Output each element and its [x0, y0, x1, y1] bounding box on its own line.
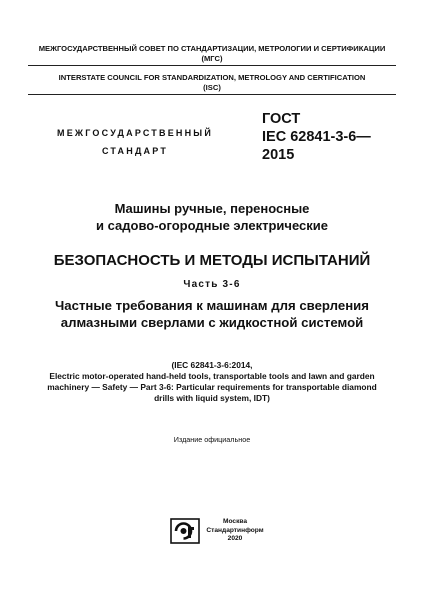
iec-reference-line1: (IEC 62841-3-6:2014, [171, 360, 253, 370]
iec-reference-line3: machinery — Safety — Part 3-6: Particular requirements for transportable diamond [47, 382, 377, 392]
council-name-ru-line1: МЕЖГОСУДАРСТВЕННЫЙ СОВЕТ ПО СТАНДАРТИЗАЦИИ, МЕТРОЛОГИИ И СЕРТИФИКАЦИИ [38, 44, 386, 53]
document-subtitle [15, 297, 409, 331]
document-part: Часть 3-6 [183, 279, 241, 290]
standard-type [50, 124, 220, 160]
gost-number: IEC 62841-3-6— [262, 129, 371, 145]
publisher-city: Москва [222, 518, 248, 525]
council-name-ru-abbr: (МГС) [201, 54, 223, 63]
standartinform-logo-icon [170, 518, 200, 544]
publisher-info [200, 518, 270, 544]
iec-reference [15, 360, 409, 404]
gost-label: ГОСТ [262, 111, 301, 127]
publisher-name: Стандартинформ [206, 526, 264, 534]
edition-note: Издание официальное [173, 435, 251, 444]
standard-type-line1: МЕЖГОСУДАРСТВЕННЫЙ [57, 128, 213, 138]
document-subtitle-line2: алмазными сверлами с жидкостной системой [60, 315, 364, 330]
document-title [20, 200, 404, 234]
iec-reference-line4: drills with liquid system, IDT) [154, 393, 270, 403]
gost-year: 2015 [262, 147, 295, 163]
document-subtitle-line1: Частные требования к машинам для сверления [55, 298, 369, 313]
document-safety-title: БЕЗОПАСНОСТЬ И МЕТОДЫ ИСПЫТАНИЙ [53, 252, 371, 269]
standard-type-line2: СТАНДАРТ [101, 146, 169, 156]
council-name-en [20, 73, 404, 93]
document-title-line2: и садово-огородные электрические [96, 218, 328, 233]
publisher-year: 2020 [227, 535, 243, 542]
council-name-en-abbr: (ISC) [203, 83, 221, 92]
council-name-en-line1: INTERSTATE COUNCIL FOR STANDARDIZATION, METROLOGY AND CERTIFICATION [58, 73, 366, 82]
document-title-line1: Машины ручные, переносные [114, 201, 310, 216]
gost-designation [262, 110, 402, 164]
council-name-ru [20, 44, 404, 64]
iec-reference-line2: Electric motor-operated hand-held tools, transportable tools and lawn and garden [49, 371, 375, 381]
header-divider-bottom [28, 94, 396, 95]
header-divider-top [28, 65, 396, 66]
